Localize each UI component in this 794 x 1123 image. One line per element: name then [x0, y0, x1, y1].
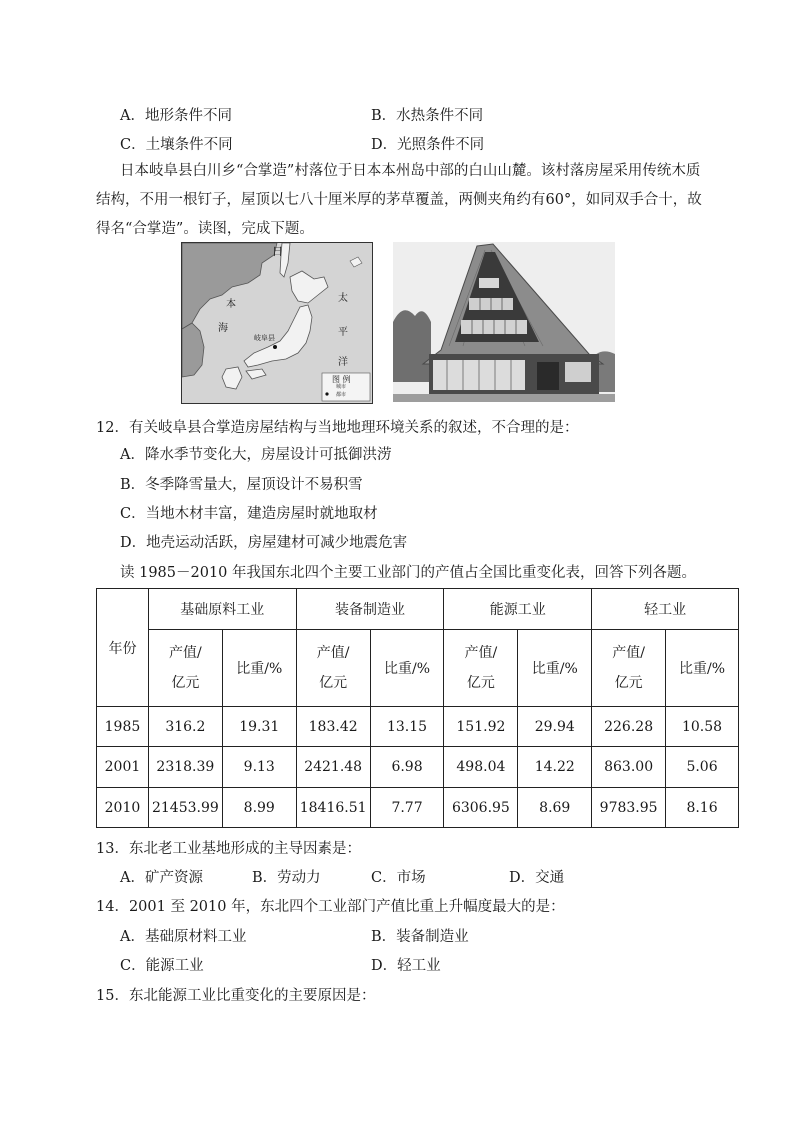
- table-cell: 14.22: [518, 747, 592, 788]
- map-label-gifu: 岐阜县: [254, 334, 275, 342]
- table-header-group: 基础原料工业: [148, 589, 296, 630]
- table-subheader-value: [444, 630, 518, 707]
- subheader-value-line2: 亿元: [466, 675, 495, 691]
- map-label-hai: 海: [218, 323, 228, 334]
- table-header-group: 能源工业: [444, 589, 592, 630]
- table-cell: 7.77: [370, 788, 444, 828]
- table-cell: 316.2: [148, 707, 222, 747]
- table-cell: 13.15: [370, 707, 444, 747]
- table-cell-year: 1985: [97, 707, 149, 747]
- table-subheader-value: [592, 630, 666, 707]
- map-legend-item-capital: 都市: [336, 392, 347, 398]
- table-cell: 19.31: [222, 707, 296, 747]
- table-cell: 2421.48: [296, 747, 370, 788]
- q13-option-d: D．交通: [509, 870, 565, 886]
- q12-option-d: D．地壳运动活跃，房屋建材可减少地震危害: [120, 535, 408, 551]
- map-label-yang: 洋: [338, 357, 348, 368]
- subheader-value-line2: 亿元: [614, 675, 643, 691]
- gassho-house-drawing: [393, 242, 615, 402]
- passage-table-intro: 读 1985－2010 年我国东北四个主要工业部门的产值占全国比重变化表，回答下列各题。: [120, 565, 697, 581]
- table-cell: 18416.51: [296, 788, 370, 828]
- subheader-value-line1: 产值/: [316, 645, 350, 661]
- q11-option-b: B．水热条件不同: [371, 108, 484, 124]
- q11-option-d: D．光照条件不同: [371, 137, 485, 153]
- table-cell: 21453.99: [148, 788, 222, 828]
- table-cell: 226.28: [592, 707, 666, 747]
- map-label-ben: 本: [226, 299, 236, 310]
- industry-share-table: [96, 588, 739, 828]
- q14-option-a: A．基础原材料工业: [120, 929, 247, 945]
- table-cell: 6306.95: [444, 788, 518, 828]
- table-subheader-ratio: 比重/%: [370, 630, 444, 707]
- table-row: [97, 788, 739, 828]
- table-cell: 8.99: [222, 788, 296, 828]
- table-subheader-ratio: 比重/%: [518, 630, 592, 707]
- map-legend-title: 图 例: [332, 375, 351, 384]
- table-cell: 8.16: [666, 788, 739, 828]
- q11-option-a: A．地形条件不同: [120, 108, 232, 124]
- q12-option-b: B．冬季降雪量大，屋顶设计不易积雪: [120, 477, 363, 493]
- q13-option-c: C．市场: [371, 870, 426, 886]
- table-cell: 9783.95: [592, 788, 666, 828]
- table-subheader-ratio: 比重/%: [222, 630, 296, 707]
- q12-option-a: A．降水季节变化大，房屋设计可抵御洪涝: [120, 447, 392, 463]
- table-header-group: 装备制造业: [296, 589, 444, 630]
- q12-stem: 12．有关岐阜县合掌造房屋结构与当地地理环境关系的叙述，不合理的是：: [96, 420, 579, 436]
- table-row: [97, 747, 739, 788]
- table-subheader-value: [296, 630, 370, 707]
- q13-option-b: B．劳动力: [252, 870, 321, 886]
- table-cell: 10.58: [666, 707, 739, 747]
- table-cell: 498.04: [444, 747, 518, 788]
- subheader-value-line1: 产值/: [169, 645, 202, 661]
- q14-option-b: B．装备制造业: [371, 929, 469, 945]
- subheader-value-line2: 亿元: [319, 675, 348, 691]
- gassho-house-photo: [393, 242, 615, 402]
- map-legend-item-city: 城市: [336, 384, 347, 390]
- q14-option-d: D．轻工业: [371, 958, 441, 974]
- passage-gassho: 日本岐阜县白川乡“合掌造”村落位于日本本州岛中部的白山山麓。该村落房屋采用传统木质结构，不用一根钉子，屋顶以七八十厘米厚的茅草覆盖，两侧夹角约有60°，如同双手合十，故得名“合掌造”。读图，完成下题。: [96, 163, 702, 237]
- table-header-group: 轻工业: [592, 589, 739, 630]
- map-label-tai: 太: [338, 293, 348, 304]
- table-cell: 2318.39: [148, 747, 222, 788]
- table-cell: 5.06: [666, 747, 739, 788]
- table-header-year: 年份: [97, 589, 149, 707]
- table-cell: 29.94: [518, 707, 592, 747]
- table-cell: 183.42: [296, 707, 370, 747]
- table-subheader-ratio: 比重/%: [666, 630, 739, 707]
- table-row: [97, 707, 739, 747]
- table-cell: 9.13: [222, 747, 296, 788]
- q13-stem: 13．东北老工业基地形成的主导因素是：: [96, 841, 361, 857]
- q14-stem: 14．2001 至 2010 年，东北四个工业部门产值比重上升幅度最大的是：: [96, 899, 565, 915]
- map-label-ri: 日: [272, 245, 283, 258]
- map-label-ping: 平: [338, 327, 348, 338]
- table-cell-year: 2010: [97, 788, 149, 828]
- table-subheader-value: [148, 630, 222, 707]
- subheader-value-line1: 产值/: [612, 645, 645, 661]
- q15-stem: 15．东北能源工业比重变化的主要原因是：: [96, 988, 376, 1004]
- table-cell: 6.98: [370, 747, 444, 788]
- subheader-value-line1: 产值/: [464, 645, 498, 661]
- table-cell: 151.92: [444, 707, 518, 747]
- subheader-value-line2: 亿元: [171, 675, 200, 691]
- q13-option-a: A．矿产资源: [120, 870, 203, 886]
- japan-map: [181, 242, 373, 404]
- table-cell: 863.00: [592, 747, 666, 788]
- q14-option-c: C．能源工业: [120, 958, 204, 974]
- table-cell-year: 2001: [97, 747, 149, 788]
- q12-option-c: C．当地木材丰富，建造房屋时就地取材: [120, 506, 378, 522]
- q11-option-c: C．土壤条件不同: [120, 137, 233, 153]
- table-cell: 8.69: [518, 788, 592, 828]
